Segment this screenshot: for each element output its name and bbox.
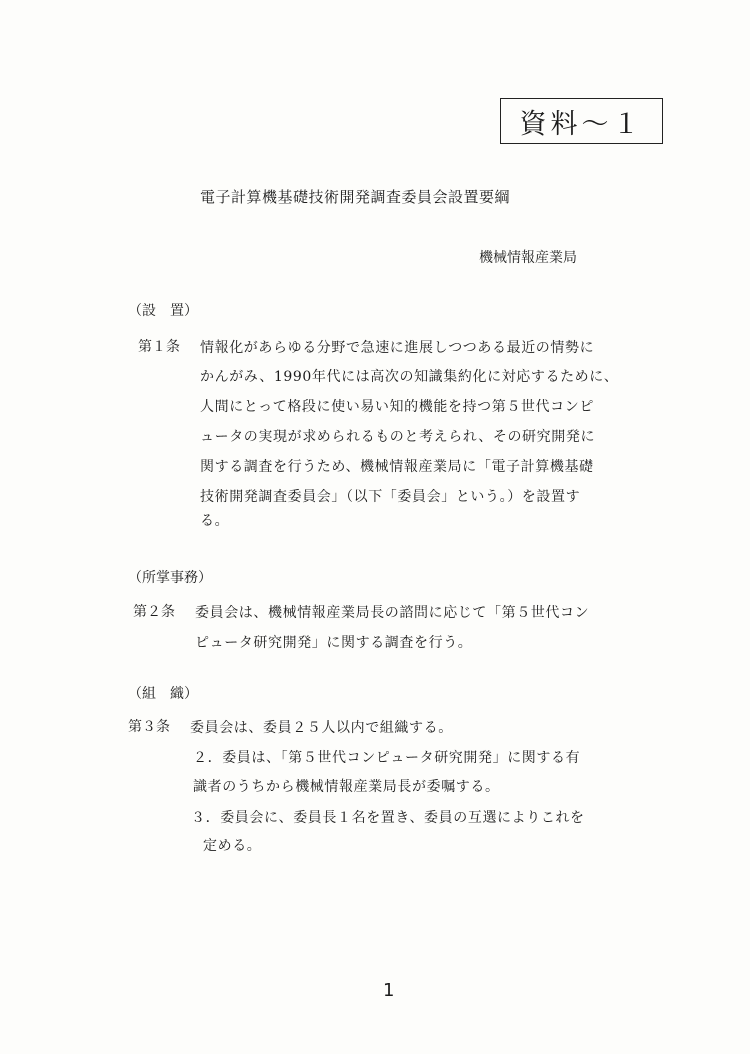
section-heading-affairs: （所掌事務）	[128, 570, 212, 586]
article-3-line: 委員会は、委員２５人以内で組織する。	[190, 720, 453, 736]
article-3-paragraph-3-line: ３．委員会に、委員長１名を置き、委員の互選によりこれを	[191, 810, 585, 826]
article-1-line: ュータの実現が求められるものと考えられ、その研究開発に	[200, 429, 596, 445]
document-title: 電子計算機基礎技術開発調査委員会設置要綱	[200, 188, 511, 206]
page-number: 1	[383, 980, 395, 1001]
article-1-number: 第１条	[138, 339, 180, 355]
article-1-line: 技術開発調査委員会」（以下「委員会」という。）を設置す	[200, 489, 581, 505]
article-3-paragraph-2-line: ２．委員は、「第５世代コンピュータ研究開発」に関する有	[193, 750, 581, 766]
article-1-line: 情報化があらゆる分野で急速に進展しつつある最近の情勢に	[200, 340, 595, 356]
article-2-line: 委員会は、機械情報産業局長の諮問に応じて「第５世代コン	[195, 605, 590, 621]
article-1-line: る。	[200, 513, 230, 529]
section-heading-organization: （組 織）	[128, 686, 198, 702]
article-1-line: 人間にとって格段に使い易い知的機能を持つ第５世代コンピ	[200, 399, 594, 415]
article-2-number: 第２条	[133, 604, 175, 620]
article-1-line: かんがみ、1990年代には高次の知識集約化に対応するために、	[200, 369, 619, 385]
article-3-number: 第３条	[128, 719, 170, 735]
issuer-bureau: 機械情報産業局	[479, 250, 577, 266]
document-label-box: 資料～１	[500, 98, 663, 144]
section-heading-establishment: （設 置）	[128, 303, 198, 319]
article-3-paragraph-3-line: 定める。	[203, 838, 262, 854]
article-1-line: 関する調査を行うため、機械情報産業局に「電子計算機基礎	[200, 459, 594, 475]
article-3-paragraph-2-line: 識者のうちから機械情報産業局長が委嘱する。	[193, 779, 500, 795]
article-2-line: ピュータ研究開発」に関する調査を行う。	[195, 635, 473, 651]
